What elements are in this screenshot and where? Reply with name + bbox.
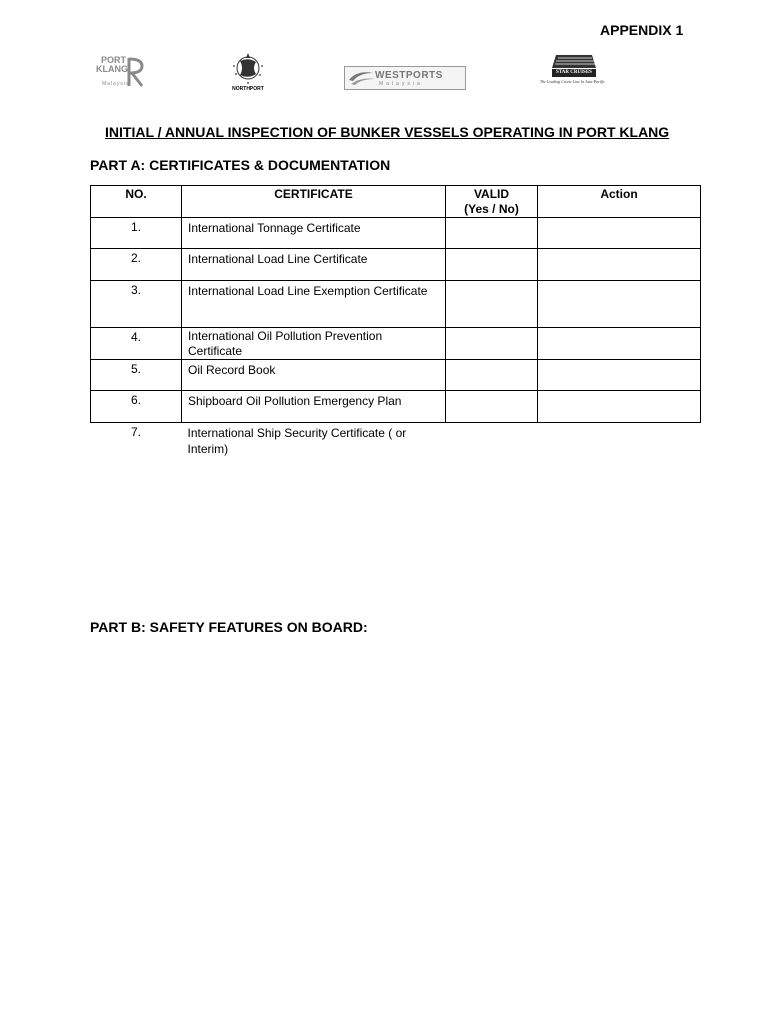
port-klang-logo-line2: KLANG <box>96 64 128 74</box>
row-action-cell[interactable] <box>538 328 701 360</box>
column-header-valid-line2: (Yes / No) <box>464 202 519 216</box>
star-cruises-logo-tagline: The Leading Cruise Line In Asia-Pacific <box>540 79 605 84</box>
row-action-cell[interactable] <box>538 423 701 463</box>
port-klang-mark-icon <box>126 56 146 88</box>
row-action-cell[interactable] <box>538 360 701 391</box>
table-row <box>91 423 701 463</box>
column-header-valid-line1: VALID <box>473 187 510 201</box>
table-row <box>91 218 701 249</box>
table-row <box>91 281 701 328</box>
row-valid-cell[interactable] <box>446 218 538 249</box>
appendix-label: APPENDIX 1 <box>600 22 684 38</box>
row-number: 7. <box>130 425 141 439</box>
column-header-action: Action <box>538 186 701 218</box>
part-b-heading: PART B: SAFETY FEATURES ON BOARD: <box>90 619 368 635</box>
row-number: 4. <box>91 328 182 360</box>
row-certificate: International Load Line Exemption Certificate <box>182 281 446 328</box>
row-valid-cell[interactable] <box>446 249 538 281</box>
table-header-row <box>91 186 701 218</box>
westports-logo-name: WESTPORTS <box>375 70 443 81</box>
northport-logo-label: NORTHPORT <box>232 86 264 92</box>
row-action-cell[interactable] <box>538 281 701 328</box>
table-row <box>91 249 701 281</box>
westports-logo-sub: Malaysia <box>379 81 423 87</box>
row-certificate: Oil Record Book <box>182 360 446 391</box>
star-cruises-ship-icon <box>540 52 610 70</box>
row-action-cell[interactable] <box>538 391 701 423</box>
row-number: 5. <box>91 360 182 391</box>
row-valid-cell[interactable] <box>446 328 538 360</box>
westports-logo <box>344 66 466 90</box>
row-certificate: International Tonnage Certificate <box>182 218 446 249</box>
port-klang-logo <box>96 56 148 90</box>
row-valid-cell[interactable] <box>446 423 538 463</box>
row-number: 6. <box>91 391 182 423</box>
certificates-table <box>90 185 701 463</box>
row-number: 2. <box>91 249 182 281</box>
port-klang-logo-sub: Malaysia <box>102 81 130 87</box>
star-cruises-logo-name: STAR CRUISES <box>552 69 596 77</box>
northport-logo <box>228 52 268 92</box>
northport-globe-icon <box>228 52 268 86</box>
row-certificate: International Load Line Certificate <box>182 249 446 281</box>
row-action-cell[interactable] <box>538 218 701 249</box>
column-header-valid <box>446 186 538 218</box>
row-valid-cell[interactable] <box>446 360 538 391</box>
port-klang-logo-line1: PORT <box>100 55 126 65</box>
star-cruises-logo <box>540 52 610 90</box>
table-row <box>91 360 701 391</box>
row-action-cell[interactable] <box>538 249 701 281</box>
row-certificate: International Oil Pollution Prevention Certificate <box>182 328 446 360</box>
table-row <box>91 391 701 423</box>
row-valid-cell[interactable] <box>446 391 538 423</box>
table-row <box>91 328 701 360</box>
row-certificate: International Ship Security Certificate ( or Interim) <box>187 426 407 456</box>
row-number: 3. <box>91 281 182 328</box>
row-number: 1. <box>91 218 182 249</box>
westports-swoosh-icon <box>347 67 377 89</box>
column-header-no: NO. <box>91 186 182 218</box>
document-title: INITIAL / ANNUAL INSPECTION OF BUNKER VESSELS OPERATING IN PORT KLANG <box>105 124 670 140</box>
column-header-certificate: CERTIFICATE <box>182 186 446 218</box>
row-certificate: Shipboard Oil Pollution Emergency Plan <box>182 391 446 423</box>
part-a-heading: PART A: CERTIFICATES & DOCUMENTATION <box>90 157 391 173</box>
row-valid-cell[interactable] <box>446 281 538 328</box>
